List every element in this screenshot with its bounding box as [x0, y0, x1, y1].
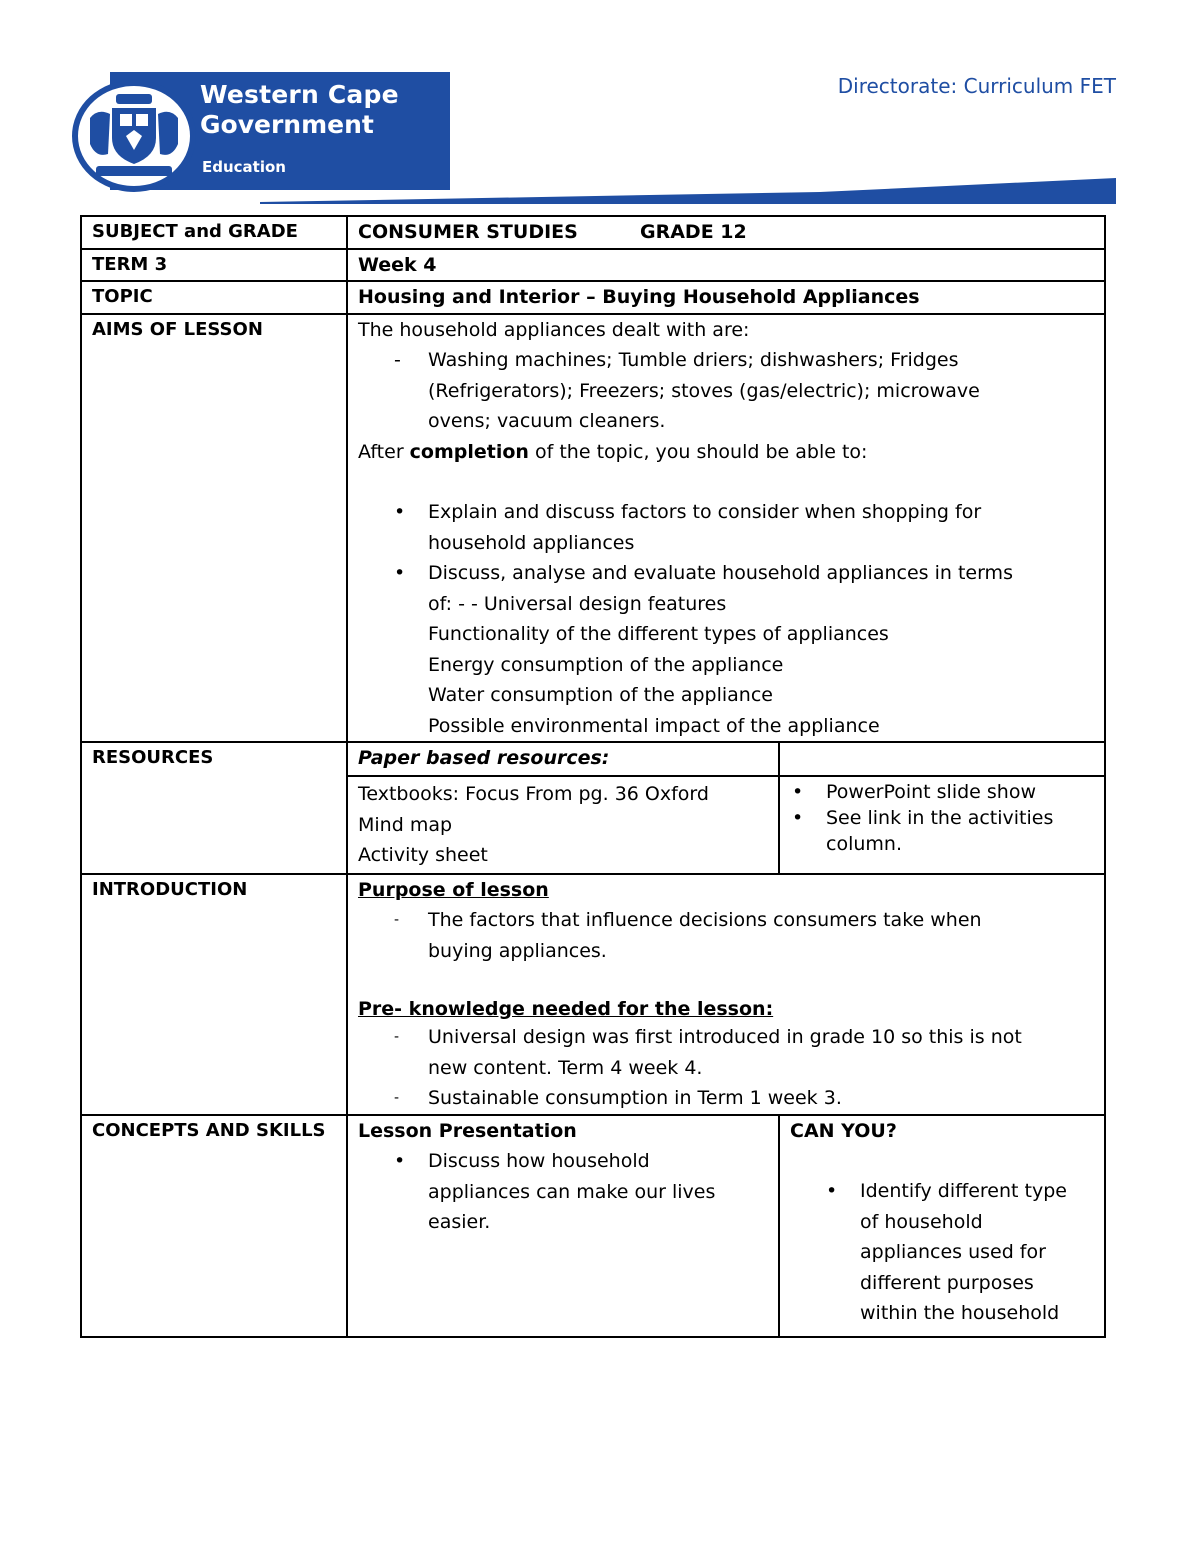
- presentation-list: [358, 1146, 778, 1238]
- list-line: - Washing machines; Tumble driers; dishwashers; Fridges: [428, 349, 959, 371]
- resource-item: Mind map: [358, 813, 453, 836]
- list-line: • Identify different type: [860, 1180, 1067, 1202]
- list-line: ovens; vacuum cleaners.: [428, 410, 666, 432]
- list-line: buying appliances.: [428, 939, 607, 962]
- can-you-heading: CAN YOU?: [790, 1119, 897, 1142]
- list-line: (Refrigerators); Freezers; stoves (gas/electric); microwave: [428, 379, 980, 402]
- list-line: • Discuss, analyse and evaluate household appliances in terms: [428, 562, 1013, 584]
- grade: GRADE 12: [640, 221, 747, 243]
- subject-name: CONSUMER STUDIES: [358, 221, 578, 243]
- pre-knowledge-heading: Pre- knowledge needed for the lesson:: [358, 998, 774, 1020]
- resource-item: Textbooks: Focus From pg. 36 Oxford: [358, 783, 709, 805]
- concepts-cell: [347, 1115, 1105, 1337]
- label-topic: TOPIC: [81, 281, 347, 314]
- resources-cell: [347, 742, 1105, 874]
- list-line: - The factors that influence decisions consumers take when: [428, 909, 982, 931]
- label-introduction: INTRODUCTION: [81, 874, 347, 1115]
- list-item: [358, 1022, 1096, 1083]
- aims-after: [358, 437, 1096, 468]
- list-line: appliances used for: [860, 1241, 1046, 1263]
- resources-body-row: [348, 777, 1104, 873]
- introduction-cell: [347, 874, 1105, 1115]
- list-line: easier.: [428, 1211, 491, 1233]
- label-aims: AIMS OF LESSON: [81, 314, 347, 743]
- coat-of-arms-icon: [86, 90, 182, 182]
- resources-heading: Paper based resources:: [348, 743, 780, 775]
- list-item: • PowerPoint slide show: [756, 779, 1104, 805]
- list-line: • See link in the activities: [826, 807, 1054, 829]
- after-bold: completion: [409, 440, 529, 463]
- list-item: [358, 497, 1096, 558]
- row-introduction: [81, 874, 1105, 1115]
- aims-cell: [347, 314, 1105, 743]
- list-line: new content. Term 4 week 4.: [428, 1056, 703, 1079]
- resources-left: [348, 777, 780, 873]
- brand-name-line1: Western Cape: [200, 80, 399, 109]
- label-subject: SUBJECT and GRADE: [81, 216, 347, 249]
- list-line: of household: [860, 1210, 983, 1233]
- list-line: of: - - Universal design features: [428, 592, 727, 615]
- list-item: [358, 345, 1096, 437]
- presentation-column: [348, 1116, 780, 1336]
- list-line: appliances can make our lives: [428, 1180, 716, 1203]
- can-you-column: [780, 1116, 1104, 1336]
- sub-point: Energy consumption of the appliance: [428, 653, 784, 676]
- label-term: TERM 3: [81, 249, 347, 282]
- list-line: • Explain and discuss factors to consider when shopping for: [428, 501, 982, 523]
- row-aims: [81, 314, 1105, 743]
- sub-point: Functionality of the different types of appliances: [428, 623, 889, 645]
- list-item: [358, 1146, 778, 1238]
- resource-item: Activity sheet: [358, 844, 488, 866]
- lesson-plan-table: [80, 215, 1106, 1338]
- resources-header-blank: [780, 743, 1104, 775]
- list-item: [756, 805, 1104, 857]
- sub-point: Possible environmental impact of the appliance: [428, 714, 880, 737]
- after-text: of the topic, you should be able to:: [528, 440, 868, 463]
- row-resources: [81, 742, 1105, 874]
- logo: [72, 72, 450, 192]
- presentation-heading: Lesson Presentation: [358, 1119, 577, 1142]
- week-value: Week 4: [347, 249, 1105, 282]
- topic-value: Housing and Interior – Buying Household Appliances: [347, 281, 1105, 314]
- list-line: column.: [826, 833, 902, 855]
- directorate-title: Directorate: Curriculum FET: [837, 74, 1116, 98]
- concepts-row: [348, 1116, 1104, 1336]
- resources-right-list: [756, 779, 1104, 857]
- subject-cell: [347, 216, 1105, 249]
- brand-name-line2: Government: [200, 110, 374, 139]
- list-line: household appliances: [428, 531, 635, 554]
- list-line: different purposes: [860, 1271, 1034, 1294]
- can-you-list: [790, 1176, 1104, 1329]
- purpose-list: [358, 905, 1096, 966]
- label-resources: RESOURCES: [81, 742, 347, 874]
- aims-intro: The household appliances dealt with are:: [358, 318, 750, 341]
- row-concepts: [81, 1115, 1105, 1337]
- header-swoosh: [260, 178, 1116, 206]
- after-text: After: [358, 440, 410, 463]
- list-line: within the household: [860, 1302, 1060, 1324]
- brand-department: Education: [202, 158, 286, 176]
- purpose-heading: Purpose of lesson: [358, 878, 549, 901]
- list-line: • Discuss how household: [428, 1150, 650, 1172]
- row-subject: [81, 216, 1105, 249]
- aims-bullets: [358, 497, 1096, 619]
- list-item: - Sustainable consumption in Term 1 week 3.: [358, 1083, 1096, 1114]
- label-concepts: CONCEPTS AND SKILLS: [81, 1115, 347, 1337]
- pre-knowledge-list: [358, 1022, 1096, 1114]
- list-line: - Universal design was first introduced in grade 10 so this is not: [428, 1026, 1022, 1048]
- list-item: [358, 558, 1096, 619]
- appliance-list: [358, 345, 1096, 437]
- resources-right: [780, 777, 1104, 873]
- row-term: [81, 249, 1105, 282]
- resources-header-row: [348, 743, 1104, 777]
- list-item: [358, 905, 1096, 966]
- list-item: [790, 1176, 1104, 1329]
- sub-point: Water consumption of the appliance: [428, 684, 773, 706]
- row-topic: [81, 281, 1105, 314]
